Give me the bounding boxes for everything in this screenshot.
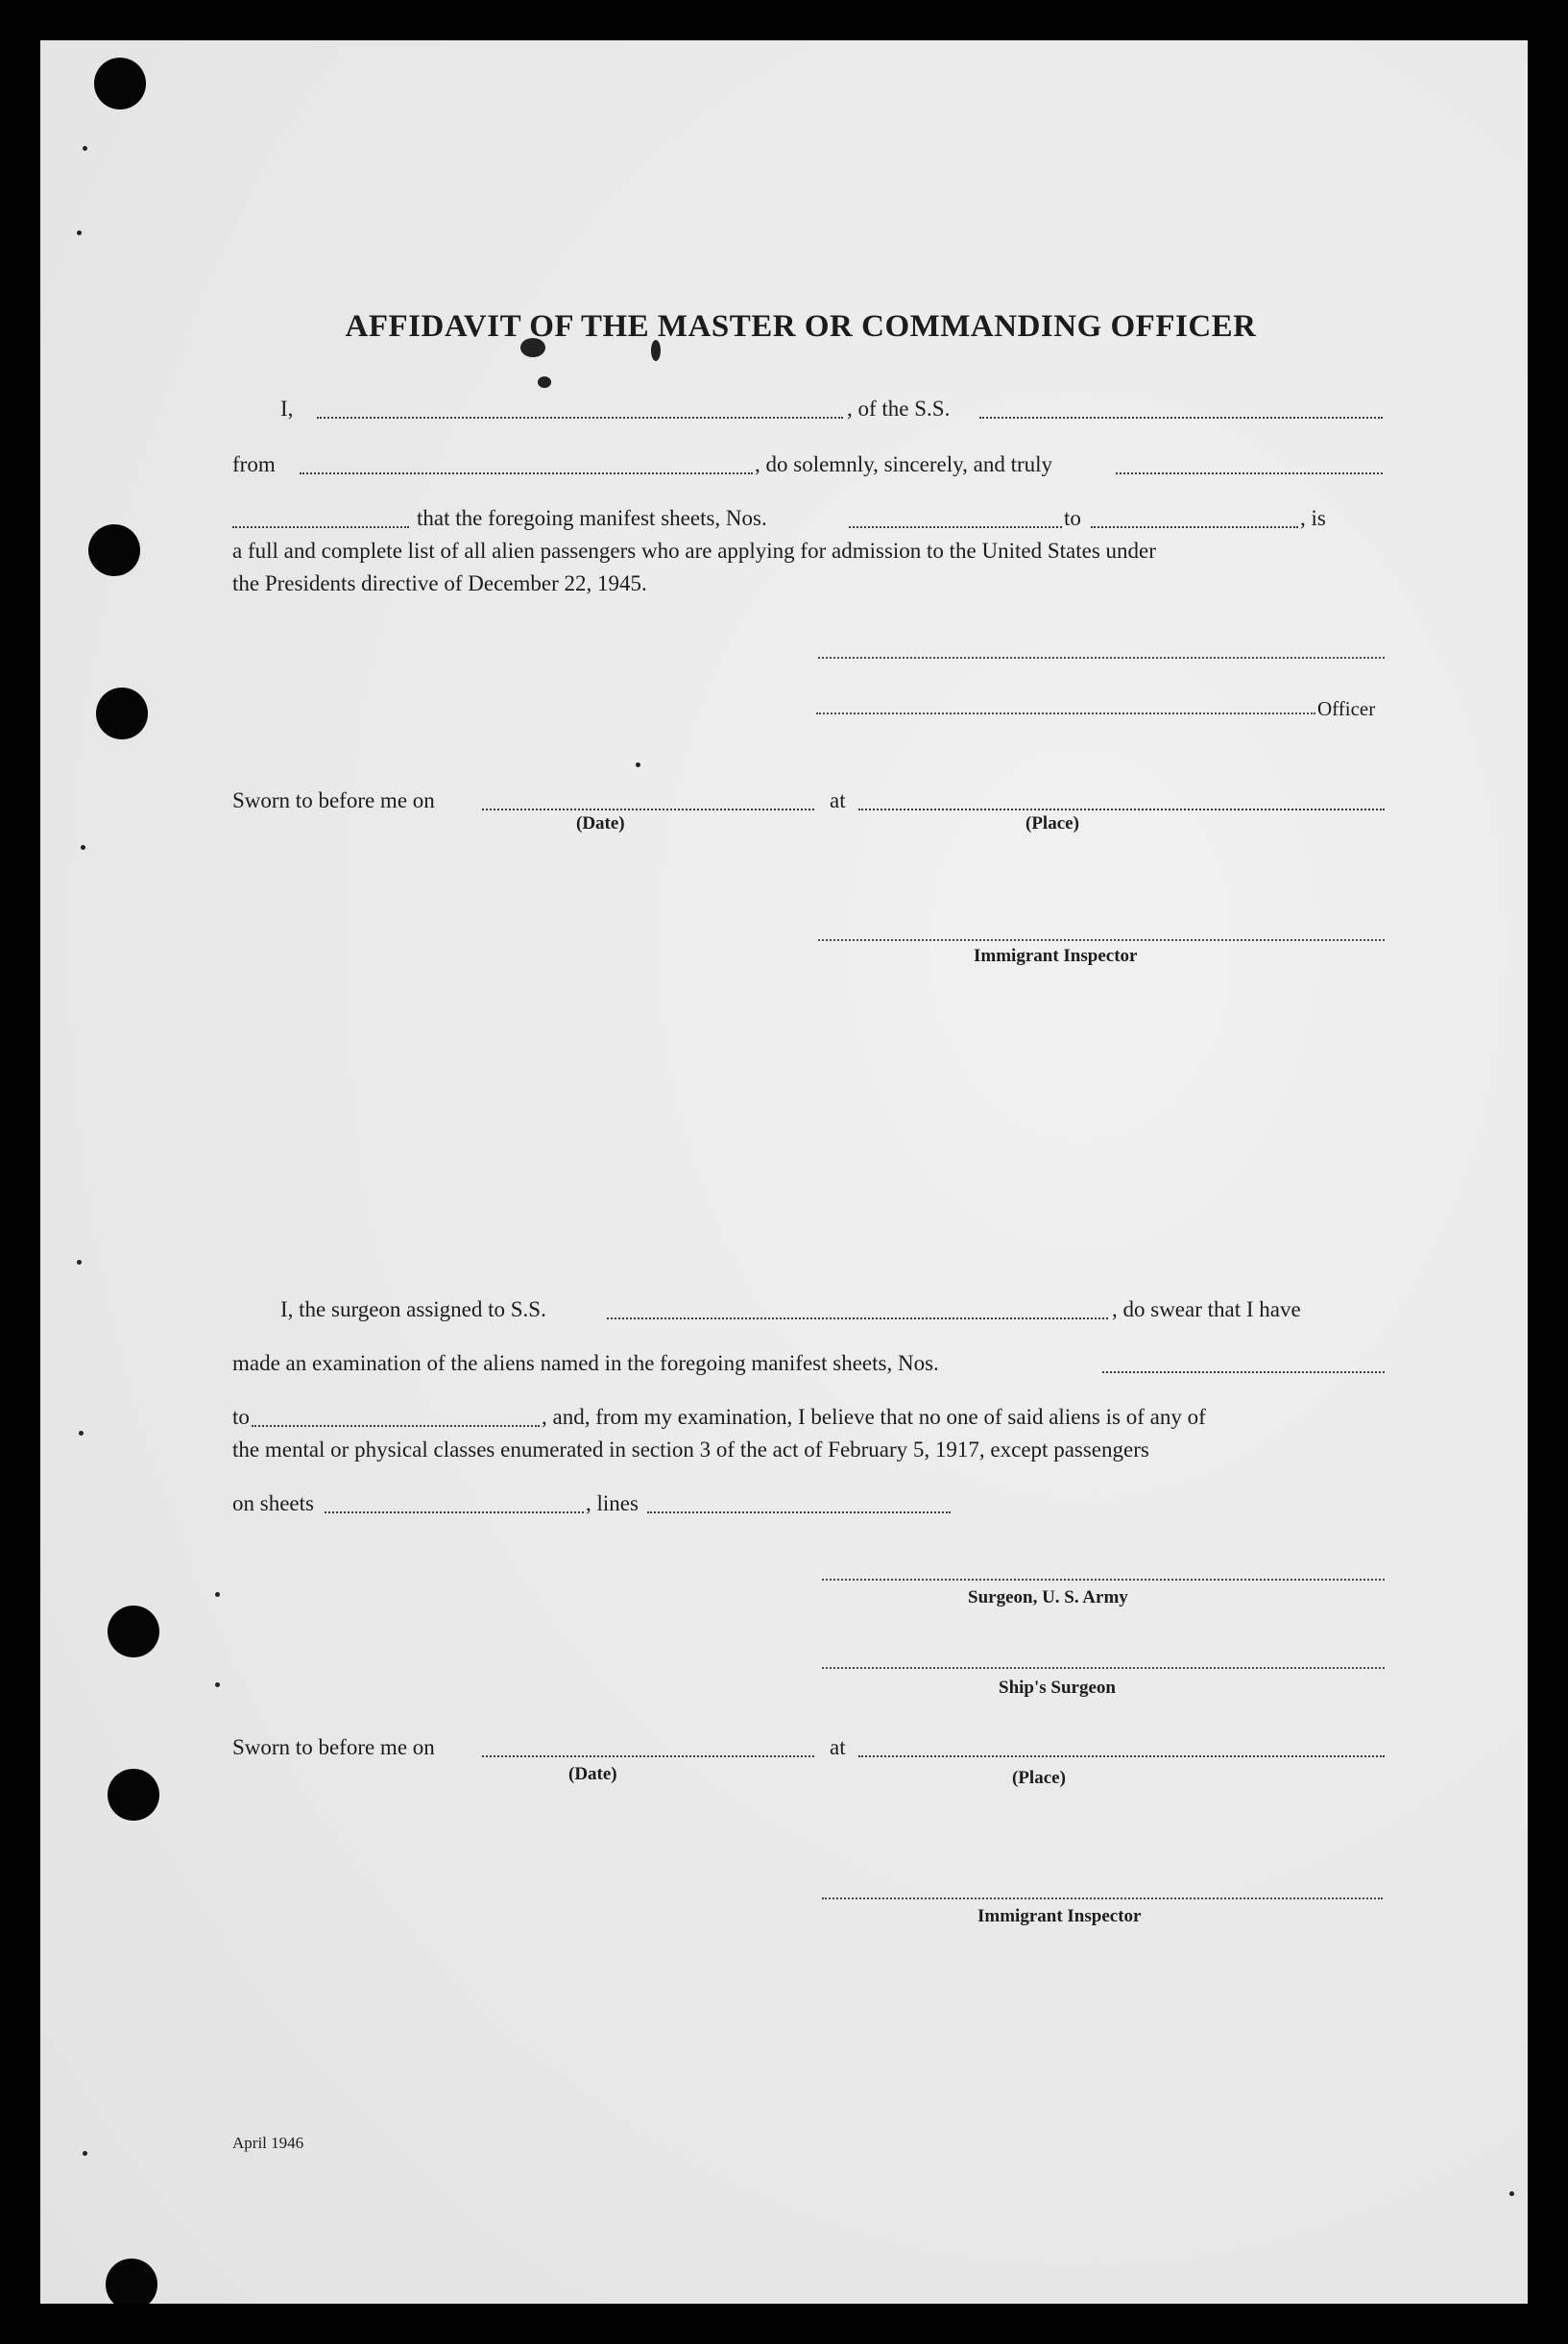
form-title: AFFIDAVIT OF THE MASTER OR COMMANDING OFFICER [345, 309, 1257, 344]
inspector-signature-line[interactable] [818, 939, 1385, 941]
sworn-at-label: at [830, 788, 846, 812]
oath-field[interactable] [1116, 472, 1383, 474]
surgeon-statement-line: the mental or physical classes enumerated in section 3 of the act of February 5, 1917, except passengers [232, 1438, 1149, 1462]
sworn-label: Sworn to before me on [232, 788, 435, 812]
officer-label: Officer [1317, 697, 1376, 720]
date-caption: (Date) [568, 1764, 617, 1784]
army-surgeon-signature-line[interactable] [822, 1579, 1385, 1581]
sworn-place-field[interactable] [858, 809, 1385, 810]
speck [215, 1682, 220, 1687]
oath-verb-field[interactable] [232, 526, 409, 528]
master-signature-line[interactable] [818, 657, 1385, 659]
master-statement-line: the Presidents directive of December 22, 1945. [232, 571, 647, 595]
punch-hole [108, 1769, 159, 1821]
speck [81, 845, 85, 850]
surgeon-examination-label: made an examination of the aliens named in the foregoing manifest sheets, Nos. [232, 1351, 939, 1375]
sworn-label: Sworn to before me on [232, 1735, 435, 1759]
on-sheets-label: on sheets [232, 1491, 314, 1515]
speck [1509, 2191, 1514, 2196]
speck [83, 2151, 87, 2156]
document-page [40, 40, 1528, 2304]
place-caption: (Place) [1012, 1768, 1066, 1788]
ink-blot [538, 376, 551, 388]
place-caption: (Place) [1025, 813, 1079, 834]
of-ss-label: , of the S.S. [847, 397, 951, 421]
except-lines-field[interactable] [647, 1511, 951, 1513]
inspector-caption: Immigrant Inspector [974, 946, 1138, 966]
from-label: from [232, 452, 276, 476]
speck [215, 1592, 220, 1597]
ship-surgeon-caption: Ship's Surgeon [999, 1678, 1116, 1698]
sheets-to-label: to [1064, 506, 1081, 530]
ship-surgeon-signature-line[interactable] [822, 1667, 1385, 1669]
speck [77, 230, 82, 235]
punch-hole [108, 1606, 159, 1657]
form-date-footer: April 1946 [232, 2134, 304, 2152]
surgeon-assigned-label: I, the surgeon assigned to S.S. [280, 1297, 546, 1321]
solemnly-label: , do solemnly, sincerely, and truly [755, 452, 1053, 476]
punch-hole [88, 524, 140, 576]
except-sheets-field[interactable] [325, 1511, 584, 1513]
speck [77, 1260, 82, 1265]
ship-name-field[interactable] [979, 417, 1383, 419]
surgeon-sheets-to-field[interactable] [252, 1425, 540, 1427]
is-label: , is [1300, 506, 1326, 530]
army-surgeon-caption: Surgeon, U. S. Army [968, 1587, 1128, 1607]
surgeon-sheets-from-field[interactable] [1102, 1371, 1385, 1373]
surgeon-ship-field[interactable] [607, 1317, 1108, 1319]
foregoing-sheets-label: that the foregoing manifest sheets, Nos. [417, 506, 767, 530]
sworn-date-field[interactable] [482, 1755, 814, 1757]
lines-label: , lines [586, 1491, 639, 1515]
speck [83, 146, 87, 151]
swear-label: , do swear that I have [1112, 1297, 1301, 1321]
sheets-to-field[interactable] [1091, 526, 1298, 528]
speck [79, 1431, 84, 1436]
date-caption: (Date) [576, 813, 625, 834]
master-name-field[interactable] [317, 417, 843, 419]
inspector-caption: Immigrant Inspector [977, 1906, 1142, 1926]
sworn-at-label: at [830, 1735, 846, 1759]
sworn-place-field[interactable] [858, 1755, 1385, 1757]
surgeon-to-label: to [232, 1405, 250, 1429]
officer-signature-line[interactable] [816, 713, 1315, 714]
punch-hole [94, 58, 146, 109]
punch-hole [96, 688, 148, 739]
sheets-from-field[interactable] [849, 526, 1062, 528]
sworn-date-field[interactable] [482, 809, 814, 810]
inspector-signature-line[interactable] [822, 1897, 1383, 1899]
master-i-label: I, [280, 397, 294, 421]
surgeon-statement-line: , and, from my examination, I believe that no one of said aliens is of any of [542, 1405, 1206, 1429]
master-statement-line: a full and complete list of all alien passengers who are applying for admission to the United States under [232, 539, 1156, 563]
punch-hole [106, 2259, 157, 2304]
speck [636, 762, 640, 767]
from-port-field[interactable] [300, 472, 753, 474]
